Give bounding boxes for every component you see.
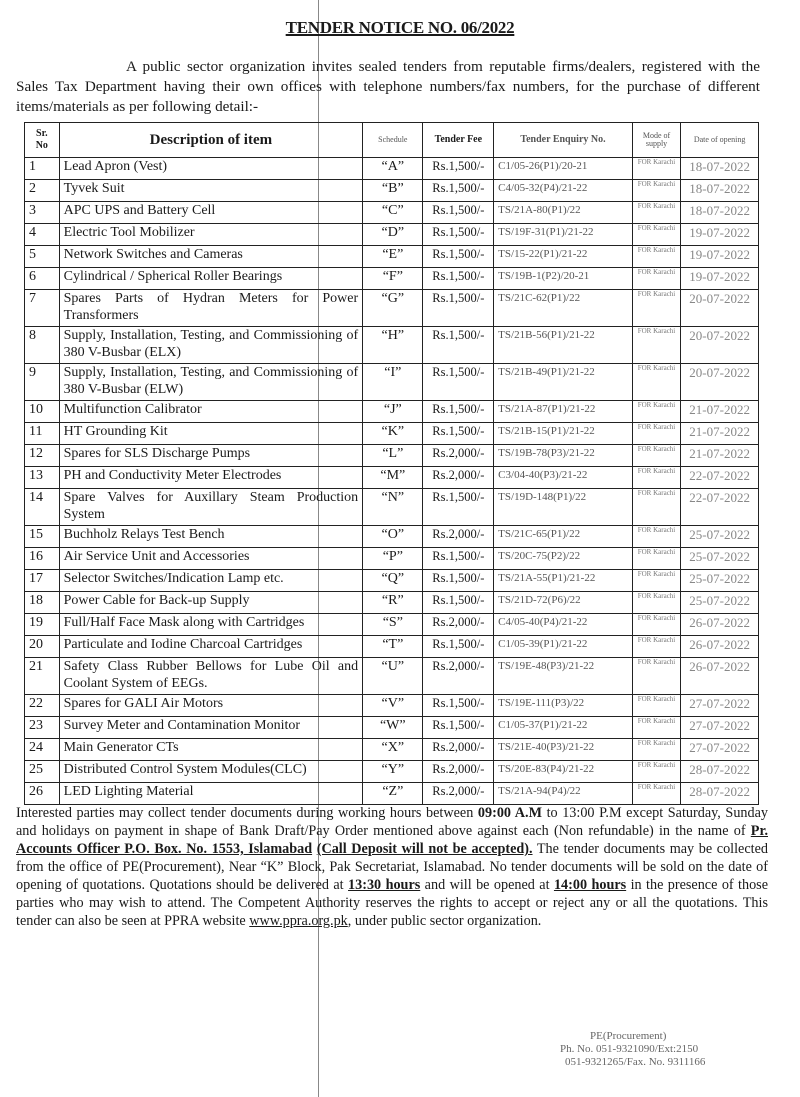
table-row <box>25 695 759 717</box>
row-enquiry-no: TS/21B-56(P1)/21-22 <box>494 327 633 364</box>
row-schedule: “A” <box>363 158 423 180</box>
row-description: Power Cable for Back-up Supply <box>59 592 363 614</box>
row-description: Tyvek Suit <box>59 180 363 202</box>
table-row <box>25 761 759 783</box>
signature-office: PE(Procurement) <box>590 1030 667 1042</box>
row-fee: Rs.1,500/- <box>423 489 494 526</box>
page-title <box>0 18 800 38</box>
row-schedule: “W” <box>363 717 423 739</box>
intro-paragraph <box>16 57 760 117</box>
row-fee: Rs.1,500/- <box>423 246 494 268</box>
row-opening-date: 21-07-2022 <box>681 401 759 423</box>
row-description: Buchholz Relays Test Bench <box>59 526 363 548</box>
row-description: Electric Tool Mobilizer <box>59 224 363 246</box>
intro-text: A public sector organization invites sealed tenders from reputable firms/dealers, registered with the Sales Tax Department having their own offices with telephone numbers/fax numbers, for the purchase of different items/materials as per following detail:- <box>16 58 760 115</box>
row-enquiry-no: TS/21A-94(P4)/22 <box>494 783 633 805</box>
row-enquiry-no: TS/19B-1(P2)/20-21 <box>494 268 633 290</box>
tender-table <box>24 122 759 805</box>
row-description: Particulate and Iodine Charcoal Cartridges <box>59 636 363 658</box>
table-row <box>25 739 759 761</box>
table-row <box>25 489 759 526</box>
row-schedule: “D” <box>363 224 423 246</box>
row-description: Distributed Control System Modules(CLC) <box>59 761 363 783</box>
row-mode: FOR Karachi <box>632 180 680 202</box>
row-description: Network Switches and Cameras <box>59 246 363 268</box>
row-enquiry-no: C3/04-40(P3)/21-22 <box>494 467 633 489</box>
row-opening-date: 26-07-2022 <box>681 658 759 695</box>
payee-name: Pr. Accounts Officer P.O. Box. No. 1553, Islamabad <box>16 823 768 857</box>
row-fee: Rs.1,500/- <box>423 268 494 290</box>
row-schedule: “I” <box>363 364 423 401</box>
row-schedule: “Q” <box>363 570 423 592</box>
row-enquiry-no: C1/05-26(P1)/20-21 <box>494 158 633 180</box>
table-row <box>25 202 759 224</box>
table-row <box>25 548 759 570</box>
row-description: Air Service Unit and Accessories <box>59 548 363 570</box>
row-sr: 5 <box>25 246 60 268</box>
row-mode: FOR Karachi <box>632 695 680 717</box>
row-fee: Rs.1,500/- <box>423 290 494 327</box>
row-sr: 22 <box>25 695 60 717</box>
row-fee: Rs.2,000/- <box>423 467 494 489</box>
row-description: HT Grounding Kit <box>59 423 363 445</box>
signature-phone: Ph. No. 051-9321090/Ext:2150 <box>560 1043 699 1055</box>
row-sr: 4 <box>25 224 60 246</box>
row-sr: 23 <box>25 717 60 739</box>
row-fee: Rs.2,000/- <box>423 761 494 783</box>
row-enquiry-no: TS/21C-65(P1)/22 <box>494 526 633 548</box>
row-enquiry-no: TS/20C-75(P2)/22 <box>494 548 633 570</box>
row-opening-date: 18-07-2022 <box>681 158 759 180</box>
row-opening-date: 18-07-2022 <box>681 202 759 224</box>
row-schedule: “E” <box>363 246 423 268</box>
row-description: Spares Parts of Hydran Meters for Power Transformers <box>59 290 363 327</box>
row-mode: FOR Karachi <box>632 290 680 327</box>
row-opening-date: 20-07-2022 <box>681 364 759 401</box>
row-opening-date: 28-07-2022 <box>681 783 759 805</box>
row-opening-date: 27-07-2022 <box>681 695 759 717</box>
row-mode: FOR Karachi <box>632 614 680 636</box>
table-row <box>25 614 759 636</box>
header-mode: Mode of supply <box>632 123 680 158</box>
row-fee: Rs.2,000/- <box>423 526 494 548</box>
row-opening-date: 19-07-2022 <box>681 224 759 246</box>
row-opening-date: 18-07-2022 <box>681 180 759 202</box>
row-enquiry-no: TS/21B-49(P1)/21-22 <box>494 364 633 401</box>
terms-text-5: in the presence of those parties who may wish to attend. The Competent Authority reserves the rights to accept or reject any or all the quotations. This tender can also be seen at PPRA website <box>16 877 769 929</box>
row-enquiry-no: TS/19B-78(P3)/21-22 <box>494 445 633 467</box>
row-mode: FOR Karachi <box>632 467 680 489</box>
row-schedule: “B” <box>363 180 423 202</box>
row-mode: FOR Karachi <box>632 445 680 467</box>
row-opening-date: 27-07-2022 <box>681 717 759 739</box>
row-enquiry-no: TS/21E-40(P3)/21-22 <box>494 739 633 761</box>
row-description: Spares for SLS Discharge Pumps <box>59 445 363 467</box>
row-mode: FOR Karachi <box>632 739 680 761</box>
row-description: Main Generator CTs <box>59 739 363 761</box>
terms-paragraph <box>16 804 768 930</box>
row-description: Spare Valves for Auxillary Steam Production System <box>59 489 363 526</box>
call-deposit-note: (Call Deposit will not be accepted). <box>316 841 533 857</box>
row-sr: 18 <box>25 592 60 614</box>
row-description: Spares for GALI Air Motors <box>59 695 363 717</box>
row-schedule: “N” <box>363 489 423 526</box>
row-sr: 7 <box>25 290 60 327</box>
row-schedule: “U” <box>363 658 423 695</box>
table-row <box>25 246 759 268</box>
row-mode: FOR Karachi <box>632 783 680 805</box>
row-sr: 20 <box>25 636 60 658</box>
row-mode: FOR Karachi <box>632 158 680 180</box>
row-description: Safety Class Rubber Bellows for Lube Oil and Coolant System of EEGs. <box>59 658 363 695</box>
row-opening-date: 20-07-2022 <box>681 327 759 364</box>
row-sr: 10 <box>25 401 60 423</box>
row-description: Multifunction Calibrator <box>59 401 363 423</box>
terms-text-4: and will be opened at <box>420 877 554 893</box>
row-opening-date: 22-07-2022 <box>681 467 759 489</box>
row-sr: 6 <box>25 268 60 290</box>
row-mode: FOR Karachi <box>632 526 680 548</box>
row-sr: 8 <box>25 327 60 364</box>
table-row <box>25 224 759 246</box>
row-fee: Rs.2,000/- <box>423 445 494 467</box>
row-description: Selector Switches/Indication Lamp etc. <box>59 570 363 592</box>
row-fee: Rs.1,500/- <box>423 224 494 246</box>
row-fee: Rs.2,000/- <box>423 614 494 636</box>
row-mode: FOR Karachi <box>632 658 680 695</box>
row-opening-date: 25-07-2022 <box>681 570 759 592</box>
row-mode: FOR Karachi <box>632 636 680 658</box>
row-schedule: “H” <box>363 327 423 364</box>
row-opening-date: 19-07-2022 <box>681 268 759 290</box>
table-row <box>25 658 759 695</box>
table-row <box>25 423 759 445</box>
row-mode: FOR Karachi <box>632 489 680 526</box>
row-fee: Rs.1,500/- <box>423 636 494 658</box>
row-sr: 3 <box>25 202 60 224</box>
row-sr: 2 <box>25 180 60 202</box>
row-description: Cylindrical / Spherical Roller Bearings <box>59 268 363 290</box>
terms-text-2: to 13:00 P.M except Saturday, Sunday and holidays on payment in shape of Bank Draft/Pay Order mentioned above against each (Non refundable) in the name of <box>16 805 768 839</box>
row-schedule: “C” <box>363 202 423 224</box>
row-schedule: “X” <box>363 739 423 761</box>
header-description: Description of item <box>59 123 363 158</box>
row-opening-date: 20-07-2022 <box>681 290 759 327</box>
row-fee: Rs.1,500/- <box>423 423 494 445</box>
table-row <box>25 717 759 739</box>
row-sr: 17 <box>25 570 60 592</box>
row-schedule: “R” <box>363 592 423 614</box>
row-mode: FOR Karachi <box>632 246 680 268</box>
row-mode: FOR Karachi <box>632 548 680 570</box>
row-sr: 13 <box>25 467 60 489</box>
row-enquiry-no: TS/20E-83(P4)/21-22 <box>494 761 633 783</box>
row-fee: Rs.1,500/- <box>423 570 494 592</box>
row-schedule: “J” <box>363 401 423 423</box>
row-mode: FOR Karachi <box>632 592 680 614</box>
row-enquiry-no: TS/21C-62(P1)/22 <box>494 290 633 327</box>
table-row <box>25 268 759 290</box>
header-enquiry: Tender Enquiry No. <box>494 123 633 158</box>
row-enquiry-no: TS/15-22(P1)/21-22 <box>494 246 633 268</box>
row-enquiry-no: TS/19E-48(P3)/21-22 <box>494 658 633 695</box>
row-schedule: “L” <box>363 445 423 467</box>
table-body <box>25 158 759 805</box>
row-enquiry-no: TS/21A-55(P1)/21-22 <box>494 570 633 592</box>
header-schedule: Schedule <box>363 123 423 158</box>
row-schedule: “O” <box>363 526 423 548</box>
terms-text-6: , under public sector organization. <box>347 913 542 929</box>
row-sr: 25 <box>25 761 60 783</box>
row-opening-date: 28-07-2022 <box>681 761 759 783</box>
row-fee: Rs.1,500/- <box>423 327 494 364</box>
row-mode: FOR Karachi <box>632 224 680 246</box>
row-schedule: “K” <box>363 423 423 445</box>
row-fee: Rs.1,500/- <box>423 695 494 717</box>
table-row <box>25 327 759 364</box>
row-schedule: “F” <box>363 268 423 290</box>
signature-fax: 051-9321265/Fax. No. 9311166 <box>565 1056 706 1068</box>
header-date: Date of opening <box>681 123 759 158</box>
row-fee: Rs.1,500/- <box>423 180 494 202</box>
row-mode: FOR Karachi <box>632 364 680 401</box>
row-sr: 12 <box>25 445 60 467</box>
row-sr: 14 <box>25 489 60 526</box>
row-description: Supply, Installation, Testing, and Commissioning of 380 V-Busbar (ELW) <box>59 364 363 401</box>
row-schedule: “T” <box>363 636 423 658</box>
row-sr: 1 <box>25 158 60 180</box>
terms-text-3: The tender documents may be collected from the office of PE(Procurement), Near “K” Block, Pak Secretariat, Islamabad. No tender documents will be sold on the date of opening of quotations. Quotations should be delivered at <box>16 841 768 893</box>
row-mode: FOR Karachi <box>632 717 680 739</box>
row-description: APC UPS and Battery Cell <box>59 202 363 224</box>
row-description: Lead Apron (Vest) <box>59 158 363 180</box>
row-sr: 19 <box>25 614 60 636</box>
row-mode: FOR Karachi <box>632 327 680 364</box>
ppra-website-link[interactable]: www.ppra.org.pk <box>249 913 348 929</box>
row-schedule: “G” <box>363 290 423 327</box>
row-fee: Rs.2,000/- <box>423 783 494 805</box>
row-sr: 15 <box>25 526 60 548</box>
row-description: LED Lighting Material <box>59 783 363 805</box>
row-opening-date: 19-07-2022 <box>681 246 759 268</box>
row-opening-date: 25-07-2022 <box>681 548 759 570</box>
row-enquiry-no: TS/19F-31(P1)/21-22 <box>494 224 633 246</box>
row-opening-date: 25-07-2022 <box>681 592 759 614</box>
row-opening-date: 22-07-2022 <box>681 489 759 526</box>
table-header-row <box>25 123 759 158</box>
row-fee: Rs.1,500/- <box>423 364 494 401</box>
header-sr: Sr. No <box>25 123 60 158</box>
row-fee: Rs.1,500/- <box>423 592 494 614</box>
row-enquiry-no: TS/21A-87(P1)/21-22 <box>494 401 633 423</box>
row-schedule: “P” <box>363 548 423 570</box>
table-row <box>25 526 759 548</box>
row-fee: Rs.1,500/- <box>423 401 494 423</box>
row-mode: FOR Karachi <box>632 401 680 423</box>
row-schedule: “M” <box>363 467 423 489</box>
table-row <box>25 180 759 202</box>
row-description: Survey Meter and Contamination Monitor <box>59 717 363 739</box>
table-row <box>25 783 759 805</box>
table-row <box>25 467 759 489</box>
row-description: PH and Conductivity Meter Electrodes <box>59 467 363 489</box>
header-fee: Tender Fee <box>423 123 494 158</box>
row-sr: 21 <box>25 658 60 695</box>
row-mode: FOR Karachi <box>632 202 680 224</box>
row-sr: 9 <box>25 364 60 401</box>
row-schedule: “Y” <box>363 761 423 783</box>
row-opening-date: 26-07-2022 <box>681 614 759 636</box>
row-description: Full/Half Face Mask along with Cartridges <box>59 614 363 636</box>
table-row <box>25 445 759 467</box>
table-row <box>25 158 759 180</box>
delivery-time: 13:30 hours <box>348 877 421 893</box>
row-mode: FOR Karachi <box>632 761 680 783</box>
row-sr: 26 <box>25 783 60 805</box>
table-row <box>25 364 759 401</box>
row-fee: Rs.1,500/- <box>423 202 494 224</box>
row-mode: FOR Karachi <box>632 268 680 290</box>
table-row <box>25 401 759 423</box>
row-schedule: “Z” <box>363 783 423 805</box>
row-sr: 16 <box>25 548 60 570</box>
opening-time: 14:00 hours <box>553 877 627 893</box>
row-enquiry-no: C4/05-40(P4)/21-22 <box>494 614 633 636</box>
row-enquiry-no: TS/19D-148(P1)/22 <box>494 489 633 526</box>
row-enquiry-no: TS/21A-80(P1)/22 <box>494 202 633 224</box>
row-schedule: “S” <box>363 614 423 636</box>
row-fee: Rs.1,500/- <box>423 548 494 570</box>
row-fee: Rs.2,000/- <box>423 658 494 695</box>
row-schedule: “V” <box>363 695 423 717</box>
row-sr: 24 <box>25 739 60 761</box>
row-sr: 11 <box>25 423 60 445</box>
row-fee: Rs.1,500/- <box>423 158 494 180</box>
row-enquiry-no: TS/21B-15(P1)/21-22 <box>494 423 633 445</box>
table-row <box>25 570 759 592</box>
row-enquiry-no: TS/19E-111(P3)/22 <box>494 695 633 717</box>
row-fee: Rs.2,000/- <box>423 739 494 761</box>
row-opening-date: 26-07-2022 <box>681 636 759 658</box>
row-opening-date: 25-07-2022 <box>681 526 759 548</box>
signature-block <box>560 1030 705 1069</box>
table-row <box>25 636 759 658</box>
row-enquiry-no: C4/05-32(P4)/21-22 <box>494 180 633 202</box>
row-mode: FOR Karachi <box>632 423 680 445</box>
table-row <box>25 592 759 614</box>
collection-start-time: 09:00 A.M <box>477 805 542 821</box>
row-enquiry-no: C1/05-37(P1)/21-22 <box>494 717 633 739</box>
row-description: Supply, Installation, Testing, and Commissioning of 380 V-Busbar (ELX) <box>59 327 363 364</box>
title-text: TENDER NOTICE NO. 06/2022 <box>285 18 515 37</box>
row-opening-date: 21-07-2022 <box>681 423 759 445</box>
table-row <box>25 290 759 327</box>
terms-text-1: Interested parties may collect tender documents during working hours between <box>16 805 478 821</box>
row-enquiry-no: C1/05-39(P1)/21-22 <box>494 636 633 658</box>
row-opening-date: 27-07-2022 <box>681 739 759 761</box>
row-mode: FOR Karachi <box>632 570 680 592</box>
row-enquiry-no: TS/21D-72(P6)/22 <box>494 592 633 614</box>
row-fee: Rs.1,500/- <box>423 717 494 739</box>
row-opening-date: 21-07-2022 <box>681 445 759 467</box>
